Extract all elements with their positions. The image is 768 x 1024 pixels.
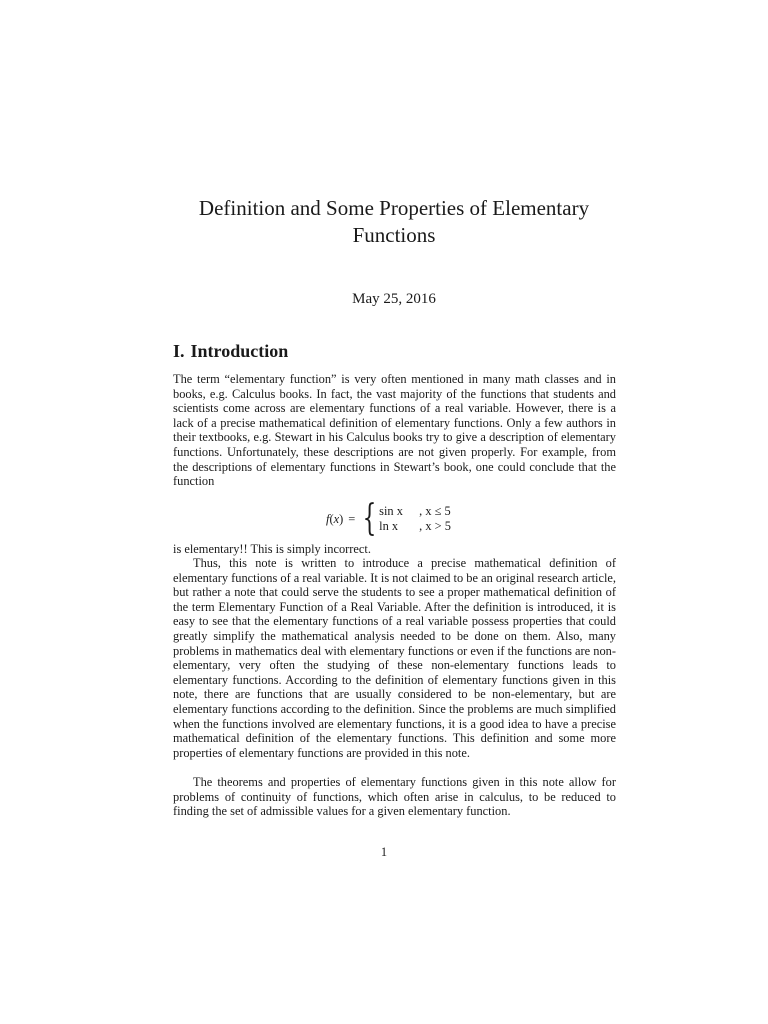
after-equation-line: is elementary!! This is simply incorrect. bbox=[173, 542, 371, 556]
title-line-2: Functions bbox=[352, 223, 436, 247]
title-line-1: Definition and Some Properties of Elementary bbox=[198, 196, 590, 220]
case-2-condition: , x > 5 bbox=[419, 519, 451, 533]
case-2-expression: ln x bbox=[379, 519, 399, 533]
left-brace-icon: { bbox=[362, 498, 377, 539]
document-date: May 25, 2016 bbox=[352, 291, 436, 307]
equation-case-1 bbox=[379, 504, 451, 519]
piecewise-equation bbox=[326, 499, 451, 539]
page-number: 1 bbox=[380, 845, 388, 859]
case-1-condition: , x ≤ 5 bbox=[419, 504, 451, 518]
section-heading bbox=[173, 340, 288, 362]
function-variable: x bbox=[333, 511, 340, 526]
equation-cases bbox=[379, 504, 451, 534]
intro-paragraph-2: Thus, this note is written to introduce a precise mathematical definition of elementary functions of a real variable. It is not claimed to be an original research article, but rather a note that could serve the students to see a proper mathematical definition of the term Elementary Function of a Real Variable. After the definition is introduced, it is easy to see that the elementary functions of a real variable possess properties that could greatly simplify the mathematical analysis needed to be done on them. Also, many problems in mathematics deal with elementary functions or even if the functions are non-elementary, very often the studying of these non-elementary functions leads to elementary functions. According to the definition of elementary functions given in this note, there are functions that are usually considered to be non-elementary, but are elementary functions according to the definition. Since the problems are much simplified when the functions involved are elementary functions, it is a good idea to have a precise mathematical definition of the elementary functions. This definition and some more properties of elementary functions are provided in this note. bbox=[173, 556, 616, 760]
document-title bbox=[150, 195, 638, 249]
equation-lhs: f(x) bbox=[326, 511, 344, 526]
section-number: I. bbox=[173, 341, 185, 361]
intro-paragraph-1: The term “elementary function” is very often mentioned in many math classes and in books, e.g. Calculus books. In fact, the vast majority of the functions that students and scientists come across are elementary functions of a real variable. However, there is a lack of a precise mathematical definition of elementary functions. Only a few authors in their textbooks, e.g. Stewart in his Calculus books try to give a description of elementary functions. Unfortunately, these descriptions are not given properly. For example, from the descriptions of elementary functions in Stewart’s book, one could conclude that the function bbox=[173, 372, 616, 489]
equation-case-2 bbox=[379, 519, 451, 534]
section-title: Introduction bbox=[190, 341, 289, 361]
intro-paragraph-3: The theorems and properties of elementary functions given in this note allow for problems of continuity of functions, which often arise in calculus, to be reduced to finding the set of admissible values for a given elementary function. bbox=[173, 775, 616, 819]
function-name: f bbox=[326, 511, 330, 526]
case-1-expression: sin x bbox=[379, 504, 403, 518]
equals-sign: = bbox=[348, 511, 356, 526]
